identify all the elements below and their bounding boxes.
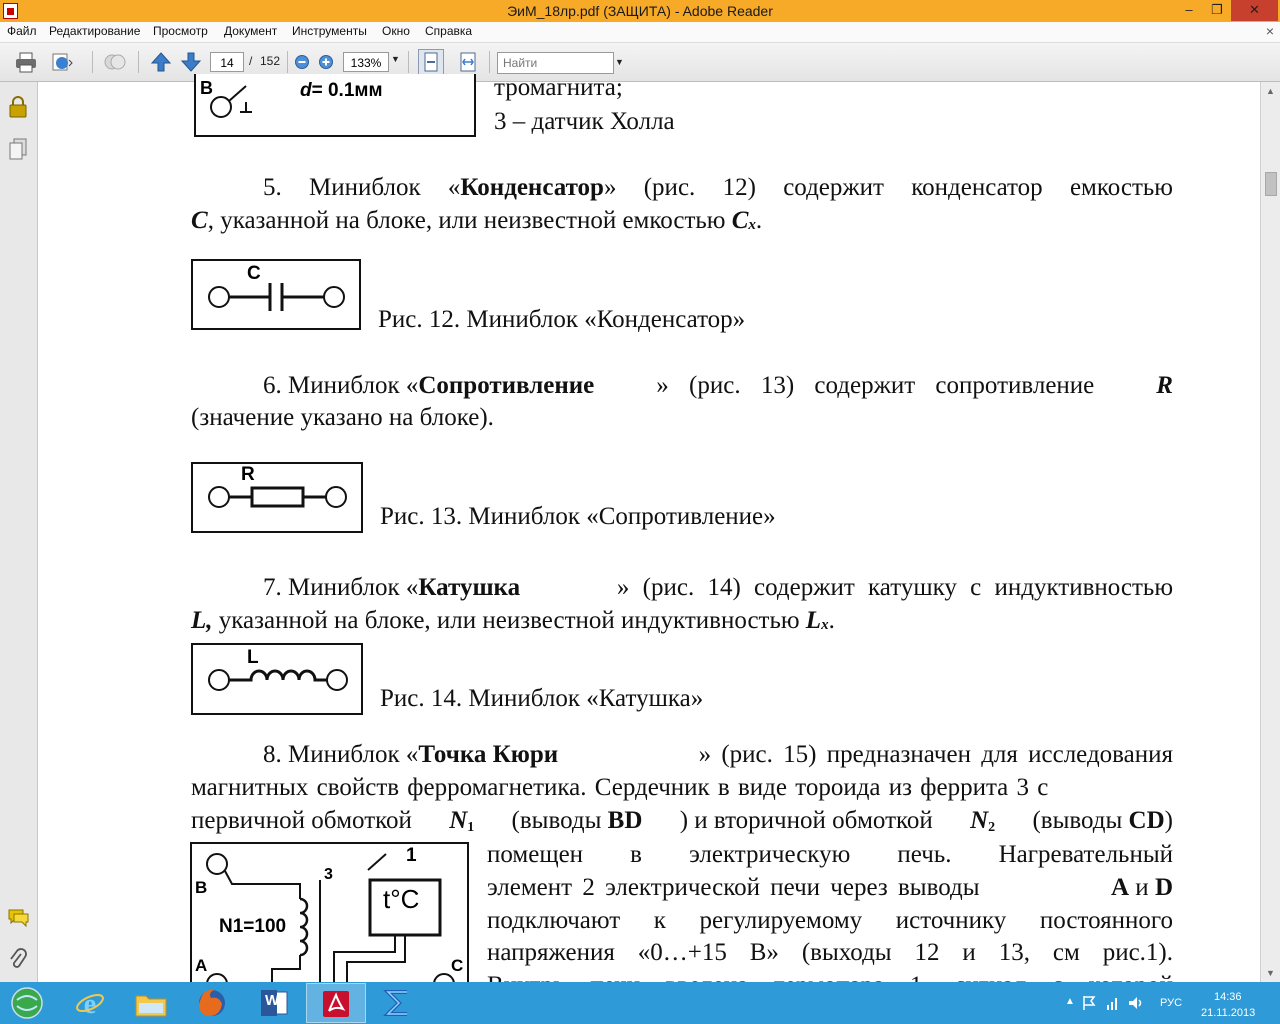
- title-bar: [0, 0, 1280, 22]
- toolbar-separator: [489, 51, 490, 73]
- print-icon[interactable]: [14, 51, 38, 73]
- figure-curie-point: [190, 842, 469, 1002]
- word: 8. Миниблок «Точка Кюри: [263, 741, 559, 768]
- clock-time[interactable]: 14:36: [1214, 991, 1242, 1003]
- text: (выводы CD): [1032, 807, 1173, 834]
- word: «Конденсатор»: [447, 174, 617, 201]
- item8-line1: [263, 741, 1173, 769]
- text: » (рис. 15) предназначен для исследования: [698, 741, 1173, 768]
- menu-tools[interactable]: Инструменты: [292, 24, 367, 38]
- taskbar-mathcad[interactable]: [368, 983, 428, 1023]
- internet-explorer-icon: [75, 988, 105, 1018]
- fit-width-icon[interactable]: [456, 51, 480, 73]
- word: (рис.: [643, 174, 696, 201]
- previous-page-icon[interactable]: [149, 51, 173, 73]
- word-icon-label: W: [265, 992, 280, 1009]
- pages-icon[interactable]: [9, 138, 27, 160]
- figure-12-caption: Рис. 12. Миниблок «Конденсатор»: [378, 306, 746, 333]
- item8-right-line4: напряжения «0…+15 В» (выходы 12 и 13, см рис.1).: [487, 939, 1173, 966]
- temperature-label: t°C: [383, 884, 420, 914]
- pin-c-label: C: [451, 956, 464, 975]
- taskbar-ie[interactable]: [60, 983, 120, 1023]
- word: 12): [722, 174, 756, 201]
- maximize-button[interactable]: ❐: [1211, 2, 1223, 17]
- start-button-icon[interactable]: [9, 986, 45, 1020]
- adobe-reader-icon: [321, 989, 351, 1019]
- toolbar-separator: [408, 51, 409, 73]
- word: содержит: [783, 174, 884, 201]
- hall-pin-label: B: [200, 78, 213, 98]
- capacitor-diagram: [193, 261, 359, 328]
- text: » (рис. 13) содержит сопротивление: [656, 372, 1095, 399]
- toolbar-separator: [287, 51, 288, 73]
- comments-icon[interactable]: [7, 908, 29, 928]
- menu-window[interactable]: Окно: [382, 24, 410, 38]
- minimize-button[interactable]: –: [1185, 2, 1193, 17]
- figure-14-caption: Рис. 14. Миниблок «Катушка»: [380, 685, 704, 712]
- taskbar-adobe-reader[interactable]: [306, 983, 366, 1023]
- scroll-down-icon[interactable]: ▼: [1266, 968, 1275, 978]
- item5-line1: [263, 174, 1173, 202]
- page-separator: /: [249, 54, 253, 68]
- item8-line2: магнитных свойств ферромагнетика. Сердечник в виде тороида из феррита 3 с: [191, 774, 1049, 801]
- page-total: 152: [260, 54, 281, 68]
- item5-line2: C, указанной на блоке, или неизвестной емкостью Cx.: [191, 207, 763, 234]
- figure-resistor: [191, 462, 363, 533]
- text: элемент 2 электрической печи через выводы: [487, 874, 980, 901]
- fit-page-icon[interactable]: [418, 49, 444, 75]
- word: емкостью: [1069, 174, 1173, 201]
- word: Миниблок: [309, 174, 421, 201]
- keyboard-language[interactable]: РУС: [1160, 997, 1183, 1009]
- lock-icon[interactable]: [8, 96, 28, 118]
- winding-n1: N1: [449, 807, 475, 835]
- share-icon[interactable]: [50, 51, 74, 73]
- clock-date[interactable]: 21.11.2013: [1201, 1007, 1256, 1019]
- close-document-button[interactable]: ×: [1265, 23, 1274, 39]
- search-dropdown-icon[interactable]: ▼: [615, 57, 624, 67]
- resistor-diagram: [193, 464, 361, 531]
- figure-hall-sensor: [194, 74, 476, 137]
- resistor-label: R: [241, 464, 255, 485]
- word: 6. Миниблок «Сопротивление: [263, 372, 595, 399]
- item8-right-line2: [487, 874, 1173, 902]
- toolbar-separator: [92, 51, 93, 73]
- inductor-diagram: [193, 645, 361, 713]
- zoom-dropdown-icon[interactable]: ▼: [391, 54, 400, 64]
- item6-line2: (значение указано на блоке).: [191, 404, 494, 431]
- zoom-out-icon[interactable]: [293, 51, 311, 73]
- close-button[interactable]: ✕: [1231, 0, 1278, 21]
- text: (выводы BD: [511, 807, 643, 834]
- zoom-in-icon[interactable]: [317, 51, 335, 73]
- taskbar-word[interactable]: [244, 983, 304, 1023]
- attachment-icon[interactable]: [9, 948, 27, 972]
- tray-expand-icon[interactable]: ▲: [1065, 996, 1075, 1007]
- menu-bar: [0, 22, 1280, 43]
- taskbar-firefox[interactable]: [182, 983, 242, 1023]
- next-page-icon[interactable]: [179, 51, 203, 73]
- word: 7. Миниблок «Катушка: [263, 574, 521, 601]
- hall-gap-label: [300, 80, 383, 102]
- menu-file[interactable]: Файл: [7, 24, 37, 38]
- hall-gap-variable: d: [300, 80, 312, 101]
- toolbar: [0, 43, 1280, 82]
- variable: R: [1156, 372, 1173, 399]
- hall-gap-value: = 0.1мм: [311, 80, 383, 101]
- collaborate-icon[interactable]: [103, 51, 127, 73]
- taskbar: [0, 982, 1280, 1024]
- scroll-up-icon[interactable]: ▲: [1266, 86, 1275, 96]
- zoom-level-input[interactable]: 133%: [343, 52, 389, 72]
- thermocouple-number-label: 1: [406, 845, 417, 866]
- item7-line1: [263, 574, 1173, 602]
- word: 5.: [263, 174, 282, 201]
- item8-right-line1: помещен в электрическую печь. Нагревательный: [487, 841, 1173, 868]
- document-page[interactable]: [38, 74, 1260, 982]
- inductor-label: L: [247, 647, 259, 668]
- vertical-scrollbar[interactable]: [1260, 82, 1280, 982]
- menu-edit[interactable]: Редактирование: [49, 24, 141, 38]
- volume-icon[interactable]: [1128, 995, 1144, 1011]
- network-icon[interactable]: [1106, 995, 1120, 1011]
- scrollbar-thumb[interactable]: [1265, 172, 1277, 196]
- item7-line2: L, указанной на блоке, или неизвестной индуктивностью Lx.: [191, 607, 835, 634]
- text: A и D: [1110, 874, 1173, 901]
- capacitor-label: C: [247, 263, 261, 284]
- item6-line1: [263, 372, 1173, 400]
- text: ) и вторичной обмоткой: [679, 807, 933, 834]
- word: конденсатор: [911, 174, 1043, 201]
- prev-text-line-1: тромагнита;: [494, 74, 623, 101]
- figure-capacitor: [191, 259, 361, 330]
- item8-line3: [191, 807, 1173, 835]
- firefox-icon: [197, 988, 227, 1018]
- winding-n2: N2: [970, 807, 996, 835]
- menu-help[interactable]: Справка: [425, 24, 473, 38]
- text: первичной обмоткой: [191, 807, 412, 834]
- page-number-input[interactable]: 14: [210, 52, 244, 72]
- figure-inductor: [191, 643, 363, 715]
- core-number-label: 3: [324, 866, 333, 883]
- search-input[interactable]: Найти: [497, 52, 614, 74]
- menu-view[interactable]: Просмотр: [153, 24, 208, 38]
- prev-text-line-2: 3 – датчик Холла: [494, 108, 675, 135]
- action-center-flag-icon[interactable]: [1082, 995, 1096, 1011]
- figure-13-caption: Рис. 13. Миниблок «Сопротивление»: [380, 503, 776, 530]
- taskbar-explorer[interactable]: [121, 983, 181, 1023]
- n1-label: N1=100: [219, 916, 287, 937]
- pin-b-label: B: [195, 878, 208, 897]
- toolbar-separator: [138, 51, 139, 73]
- text: » (рис. 14) содержит катушку с индуктивностью: [616, 574, 1173, 601]
- navigation-pane: [0, 82, 38, 982]
- svg-text:e: e: [83, 989, 97, 1020]
- folder-icon: [135, 991, 167, 1017]
- sigma-icon: [382, 988, 414, 1018]
- pin-a-label: A: [195, 956, 208, 975]
- item8-right-line3: подключают к регулируемому источнику постоянного: [487, 907, 1173, 934]
- menu-document[interactable]: Документ: [224, 24, 278, 38]
- window-title: ЭиМ_18лр.pdf (ЗАЩИТА) - Adobe Reader: [507, 3, 773, 19]
